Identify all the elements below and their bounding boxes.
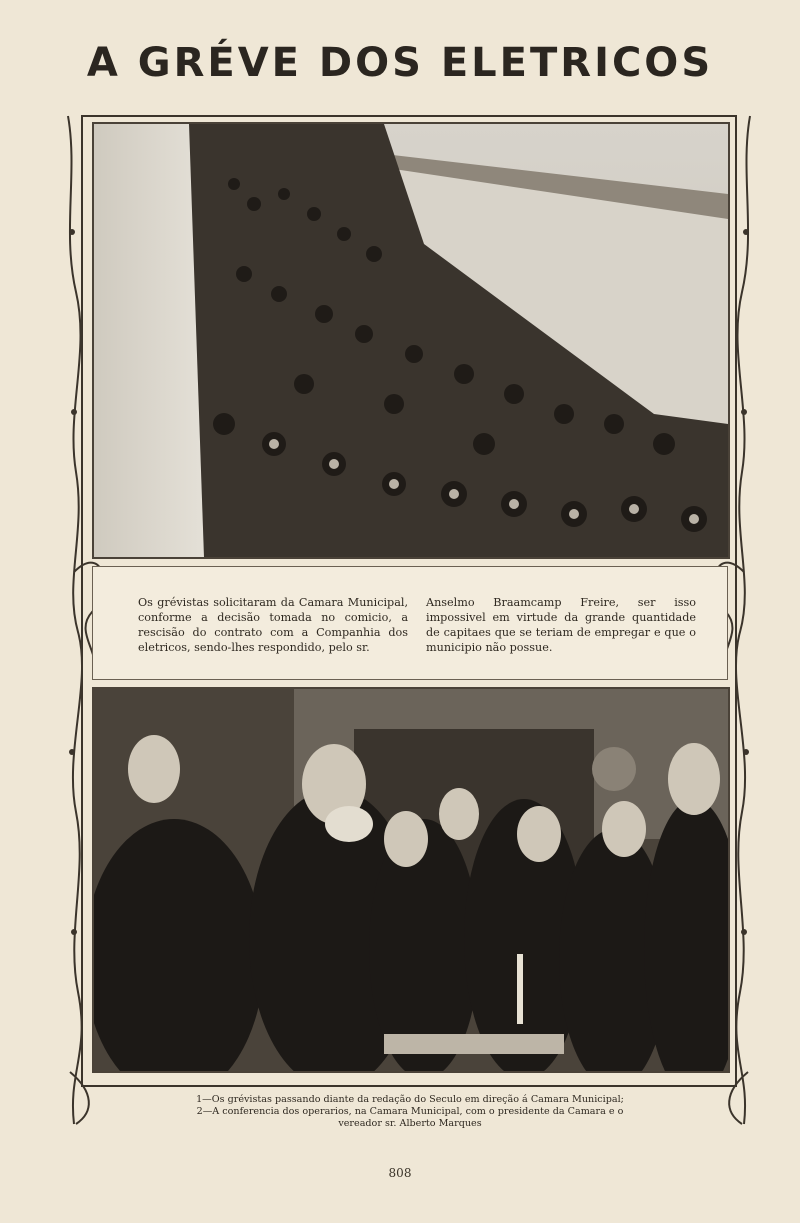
photo-caption-2: 2—A conferencia dos operarios, na Camara Municipal, com o presidente da Camara e o <box>196 1106 624 1117</box>
caption-right-column: Anselmo Braamcamp Freire, ser isso impossivel em virtude da grande quantidade de capitaes que se teriam de empregar e que o municipio não possue. <box>426 596 696 654</box>
caption-left-column: Os grévistas solicitaram da Camara Municipal, conforme a decisão tomada no comicio, a rescisão do contrato com a Companhia dos eletricos, sendo-lhes respondido, pelo sr. <box>138 596 408 654</box>
photo-caption-3: vereador sr. Alberto Marques <box>338 1118 482 1129</box>
photo-conference <box>92 687 730 1073</box>
photo-captions <box>150 1094 670 1130</box>
photo-caption-1: 1—Os grévistas passando diante da redação do Seculo em direção á Camara Municipal; <box>196 1094 624 1105</box>
page-headline: A GRÉVE DOS ELETRICOS <box>86 40 714 86</box>
photo-strikers-crowd <box>92 122 730 559</box>
page-number: 808 <box>388 1166 412 1180</box>
caption-box <box>92 566 728 680</box>
